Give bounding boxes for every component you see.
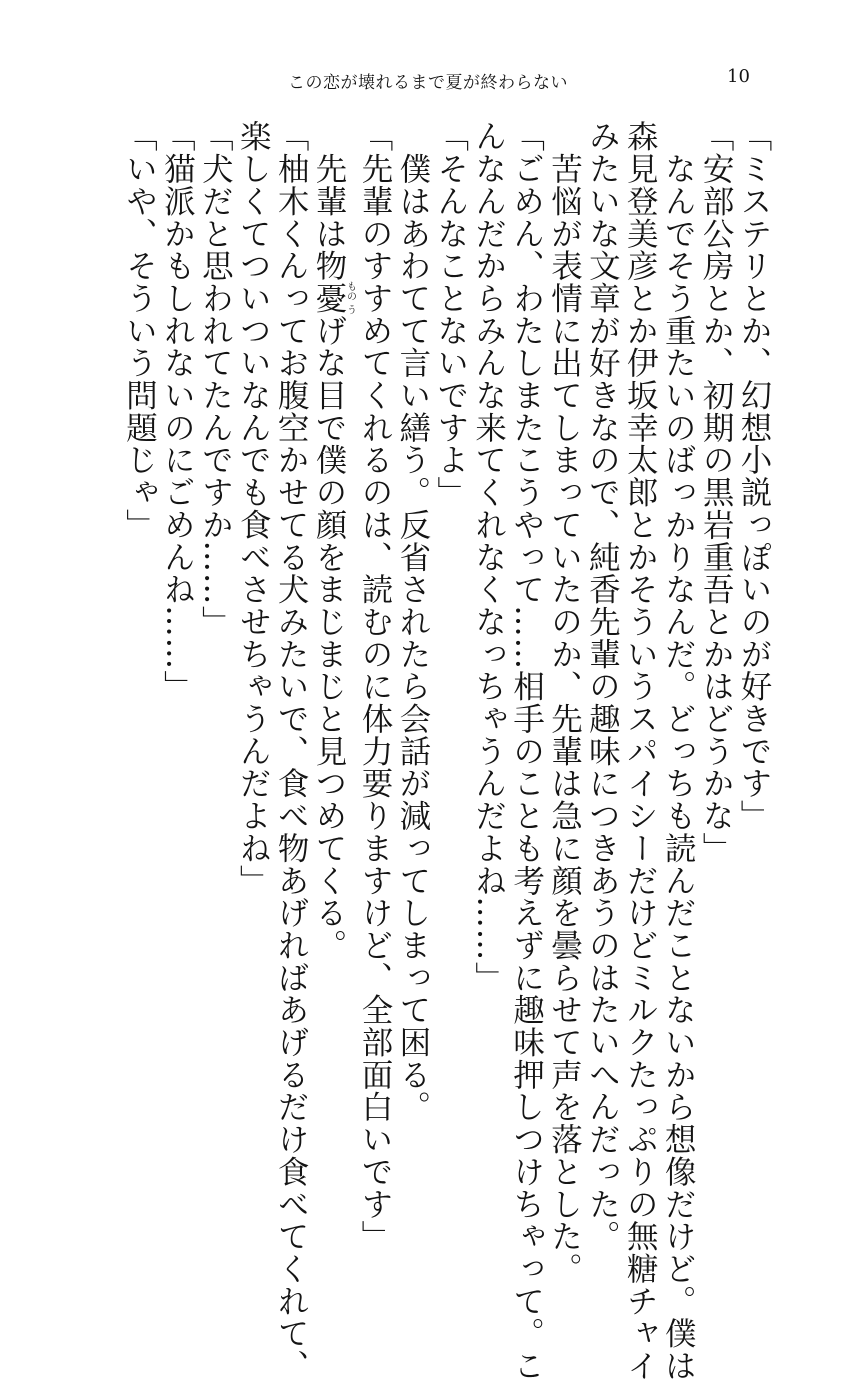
ruby-reading: もの う	[344, 281, 356, 315]
text-line: 「犬だと思われてたんですか……」	[197, 120, 234, 638]
text-line: 「ミステリとか、幻想小説っぽいのが好きです」	[736, 120, 772, 832]
text-line: みたいな文章が好きなので、純香先輩の趣味につきあうのはたいへんだった。	[584, 120, 621, 1253]
text-line: 僕はあわてて言い繕う。反省されたら会話が減ってしまって困る。	[394, 120, 431, 1123]
text-line: 森見登美彦とか伊坂幸太郎とかそういうスパイシーだけどミルクたっぷりの無糖チャイ	[622, 120, 659, 1382]
text-line-with-ruby	[309, 120, 355, 1110]
text-line: 「安部公房とか、初期の黒岩重吾とかはどうかな」	[698, 120, 735, 865]
text-segment: げな目で僕の顔をまじまじと見つめてくる。	[311, 314, 348, 962]
ruby-annotation	[311, 281, 356, 315]
text-line: 苦悩が表情に出てしまっていたのか、先輩は急に顔を曇らせて声を落とした。	[546, 120, 583, 1285]
text-line: 「柚木くんってお腹空かせてる犬みたいで、食べ物あげればあげるだけ食べてくれて、	[273, 120, 310, 1382]
text-line: 「いや、そういう問題じゃ」	[121, 120, 158, 541]
text-line: 楽しくてついついなんでも食べさせちゃうんだよね」	[235, 120, 272, 897]
text-line: 「先輩のすすめてくれるのは、読むのに体力要りますけど、全部面白いです」	[356, 120, 393, 1253]
text-line: なんでそう重たいのばっかりなんだ。どっちも読んだことないから想像だけど。僕は	[660, 120, 697, 1382]
novel-body-text	[72, 120, 772, 1382]
text-segment: 先輩は物	[311, 120, 348, 282]
text-line: んなんだからみんな来てくれなくなっちゃうんだよね……」	[470, 120, 507, 994]
text-line: 「そんなことないですよ」	[432, 120, 469, 509]
page-number: 10	[727, 66, 750, 87]
running-header-title: この恋が壊れるまで夏が終わらない	[288, 73, 568, 93]
text-line: 「ごめん、わたしまたこうやって……相手のことも考えずに趣味押しつけちゃって。こ	[508, 120, 545, 1382]
ruby-base: 憂	[311, 281, 348, 315]
text-line: 「猫派かもしれないのにごめんね……」	[159, 120, 196, 703]
